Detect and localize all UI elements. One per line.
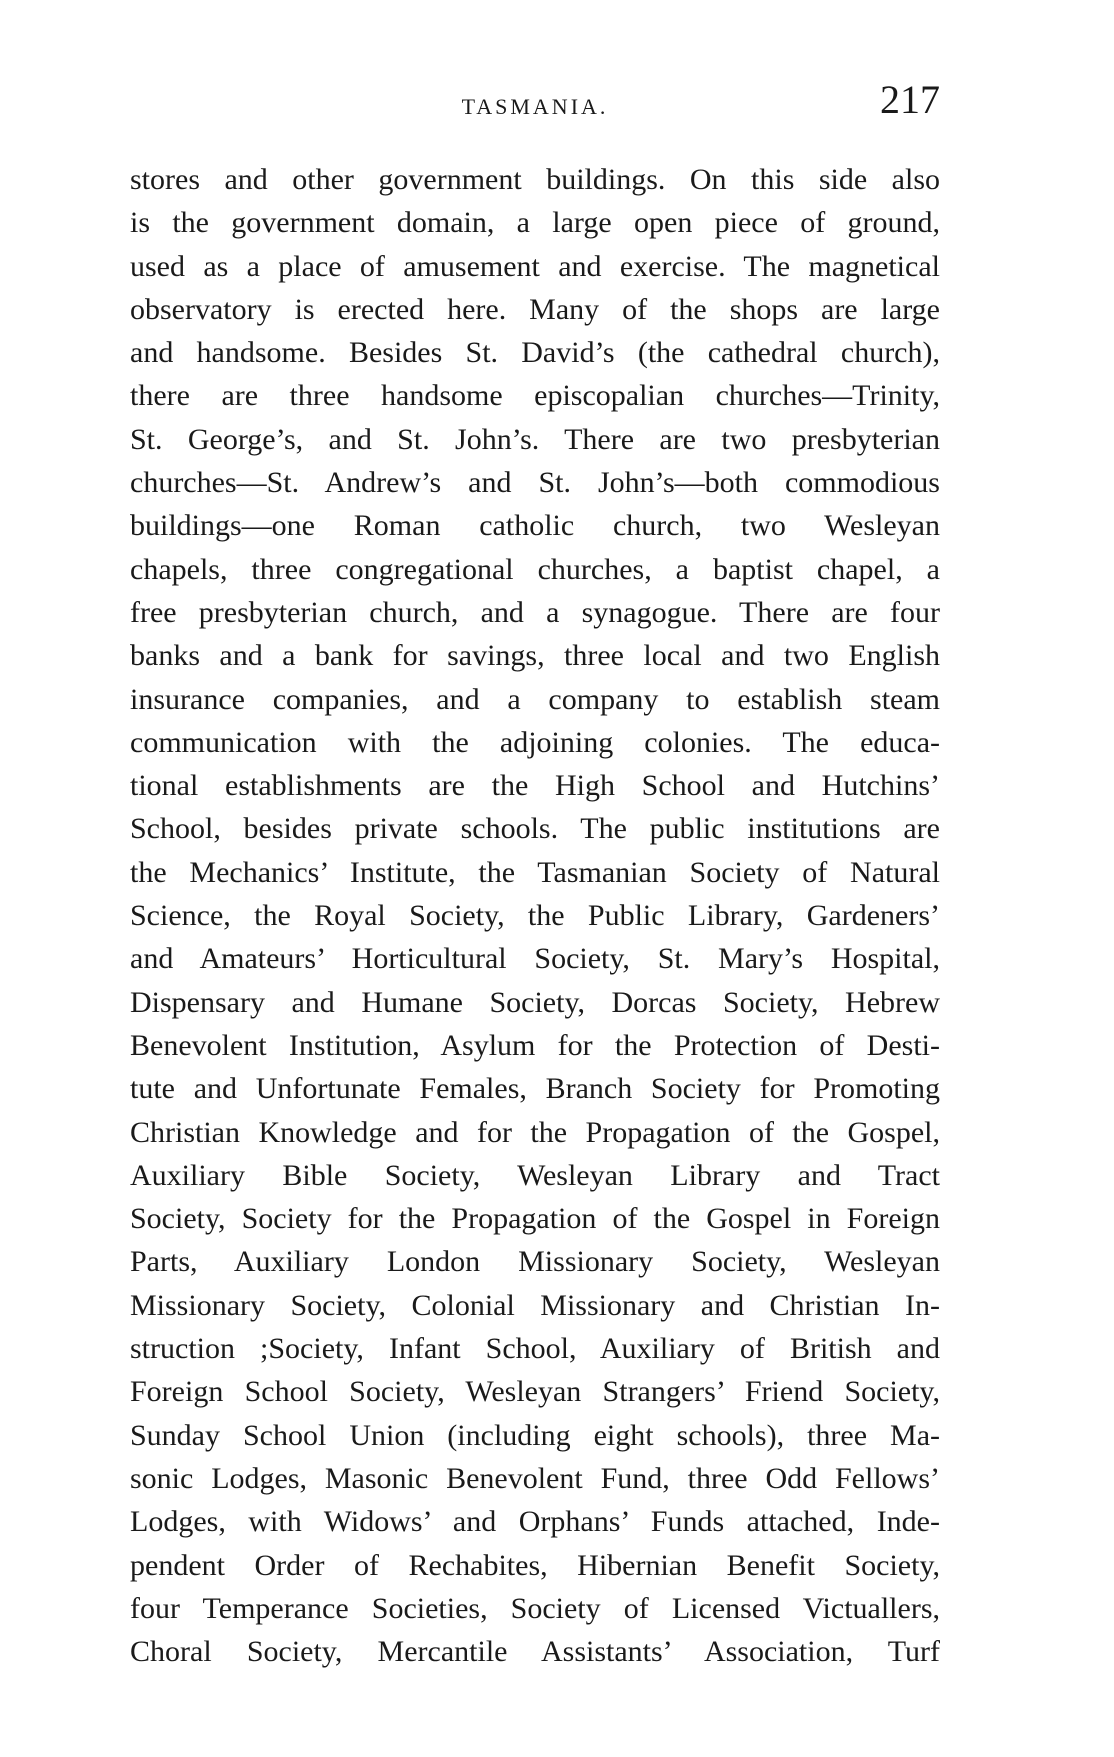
text-line: chapels, three congregational churches, a baptist chapel, a	[130, 552, 940, 586]
text-line: St. George’s, and St. John’s. There are two presbyterian	[130, 422, 940, 456]
body-text	[130, 158, 940, 1673]
text-line: Christian Knowledge and for the Propagation of the Gospel,	[130, 1115, 940, 1149]
text-line: Missionary Society, Colonial Missionary and Christian In-	[130, 1288, 940, 1322]
text-line: Society, Society for the Propagation of the Gospel in Foreign	[130, 1202, 940, 1236]
text-line: and Amateurs’ Horticultural Society, St. Mary’s Hospital,	[130, 942, 940, 976]
text-line: Benevolent Institution, Asylum for the Protection of Desti-	[130, 1028, 940, 1062]
text-line: observatory is erected here. Many of the shops are large	[130, 292, 940, 326]
text-line: communication with the adjoining colonies. The educa-	[130, 725, 940, 759]
text-line: free presbyterian church, and a synagogue. There are four	[130, 595, 940, 629]
text-line: banks and a bank for savings, three local and two English	[130, 639, 940, 673]
text-line: Parts, Auxiliary London Missionary Society, Wesleyan	[130, 1245, 940, 1279]
text-line: insurance companies, and a company to establish steam	[130, 682, 940, 716]
text-line: sonic Lodges, Masonic Benevolent Fund, three Odd Fellows’	[130, 1461, 940, 1495]
page-header	[130, 77, 940, 140]
text-line: Choral Society, Mercantile Assistants’ Association, Turf	[130, 1635, 940, 1669]
text-line: Dispensary and Humane Society, Dorcas Society, Hebrew	[130, 985, 940, 1019]
text-line: Sunday School Union (including eight schools), three Ma-	[130, 1418, 940, 1452]
text-line: struction ;Society, Infant School, Auxiliary of British and	[130, 1332, 940, 1366]
text-line: and handsome. Besides St. David’s (the cathedral church),	[130, 336, 940, 370]
text-line: Lodges, with Widows’ and Orphans’ Funds attached, Inde-	[130, 1505, 940, 1539]
text-line: Science, the Royal Society, the Public Library, Gardeners’	[130, 899, 940, 933]
text-line: buildings—one Roman catholic church, two Wesleyan	[130, 509, 940, 543]
running-head: TASMANIA.	[461, 94, 609, 119]
text-line: Foreign School Society, Wesleyan Strangers’ Friend Society,	[130, 1375, 940, 1409]
text-line: used as a place of amusement and exercise. The magnetical	[130, 249, 940, 283]
text-line: churches—St. Andrew’s and St. John’s—both commodious	[130, 466, 940, 500]
text-line: tute and Unfortunate Females, Branch Society for Promoting	[130, 1072, 940, 1106]
text-line: tional establishments are the High School and Hutchins’	[130, 769, 940, 803]
text-line: School, besides private schools. The public institutions are	[130, 812, 940, 846]
text-line: four Temperance Societies, Society of Licensed Victuallers,	[130, 1591, 940, 1625]
text-line: Auxiliary Bible Society, Wesleyan Library and Tract	[130, 1158, 940, 1192]
text-line: the Mechanics’ Institute, the Tasmanian Society of Natural	[130, 855, 940, 889]
text-line: there are three handsome episcopalian churches—Trinity,	[130, 379, 940, 413]
text-line: is the government domain, a large open piece of ground,	[130, 206, 940, 240]
page-number: 217	[880, 77, 940, 122]
text-line: pendent Order of Rechabites, Hibernian Benefit Society,	[130, 1548, 940, 1582]
text-line: stores and other government buildings. On this side also	[130, 163, 940, 196]
